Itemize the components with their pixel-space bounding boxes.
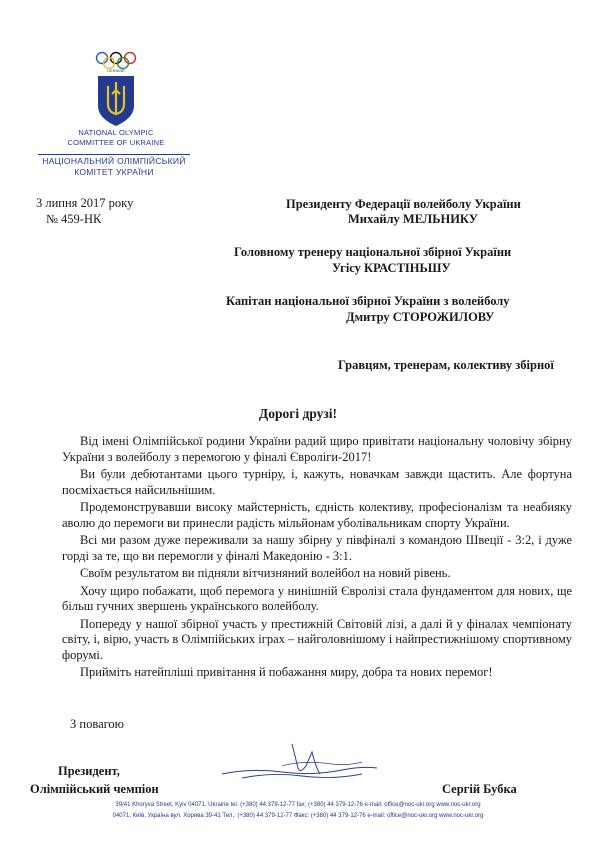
- paragraph-text: Хочу щиро побажати, щоб перемога у нинішній Євролізі стала фундаментом для нових, ще більш гучних звершень українського волейболу.: [62, 583, 572, 613]
- recipient-2-line1: Головному тренеру національної збірної України: [234, 245, 512, 259]
- letter-body: [62, 434, 572, 683]
- paragraph-text: Ви були дебютантами цього турніру, і, кажуть, новачкам завжди щастить. Але фортуна посміхається найсильнішим.: [62, 467, 572, 497]
- paragraph: [62, 665, 572, 681]
- signature-scribble: [212, 738, 382, 788]
- paragraph: [62, 584, 572, 615]
- org-name-uk-line1: НАЦІОНАЛЬНИЙ ОЛІМПІЙСЬКИЙ: [42, 156, 186, 166]
- letter-date: 3 липня 2017 року: [36, 196, 134, 210]
- org-name-uk-line2: КОМІТЕТ УКРАЇНИ: [74, 167, 154, 177]
- paragraph: [62, 617, 572, 664]
- paragraph-text: Продемонструвавши високу майстерність, єдність колективу, професіоналізм та неабияку аволю до перемоги ви принесли радість мільйонам уболівальникам спорту України.: [62, 500, 572, 530]
- paragraph: [62, 500, 572, 531]
- recipient-3-line1: Капітан національної збірної України з волейболу: [226, 294, 510, 308]
- letter-number: № 459-НК: [46, 212, 102, 226]
- recipient-1-line1: Президенту Федерації волейболу України: [286, 197, 521, 211]
- recipient-3-line2: Дмитру СТОРОЖИЛОВУ: [346, 310, 495, 324]
- org-name-en-line1: NATIONAL OLYMPIC: [78, 128, 154, 137]
- paragraph-text: Прийміть натейпліші привітання й побажання миру, добра та нових перемог!: [80, 665, 493, 679]
- paragraph-text: Попереду у нашої збірної участь у престижній Світовій лізі, а далі й у фіналах чемпіонату світу, і, вірю, участь в Олімпійських іграх – найголовнішому і найпрестижнішому спортивному форумі.: [62, 616, 572, 662]
- footer-address-uk: 04071, Київ, Україна вул. Хорива 39-41 Тел.: (+380) 44 379-12-77 Факс: (+380) 44 379-12-76 e-mail: office@noc-ukr.org www.noc-ukr.org: [112, 813, 484, 819]
- org-name-en-line2: COMMITTEE OF UKRAINE: [67, 138, 165, 147]
- paragraph-text: Своїм результатом ви підняли вітчизняний волейбол на новий рівень.: [80, 566, 451, 580]
- handwritten-signature: [212, 738, 382, 793]
- org-name-uk: [34, 154, 194, 178]
- recipient-1-line2: Михайлу МЕЛЬНИКУ: [348, 212, 478, 226]
- paragraph-text: Всі ми разом дуже переживали за нашу збірну у півфіналі з командою Швеції - 3:2, і дуже горді за те, що ви перемогли у фіналі Македонію - 3:1.: [62, 533, 572, 563]
- paragraph: [62, 467, 572, 498]
- paragraph: [62, 566, 572, 582]
- logo-caption: UKRAINE: [107, 68, 125, 73]
- closing: З повагою: [70, 717, 125, 731]
- org-name-en: [60, 128, 172, 148]
- paragraph-text: Від імені Олімпійської родини України радий щиро привітати національну чоловічу збірну України з волейболу з перемогою у фіналі Євроліги-2017!: [62, 434, 572, 464]
- paragraph: [62, 533, 572, 564]
- paragraph: [62, 434, 572, 465]
- divider: [38, 154, 190, 155]
- recipient-4-line1: Гравцям, тренерам, колективу збірної: [338, 358, 554, 372]
- olympic-rings-trident-emblem: [86, 50, 146, 128]
- noc-ukraine-logo: [86, 50, 146, 133]
- signatory-title-line2: Олімпійський чемпіон: [30, 782, 159, 796]
- footer-address-en: 39/41 Khoryva Street, Kyiv 04071, Ukraine tel. (+380) 44 379-12-77 fax: (+380) 44 379-12-76 e-mail: office@noc-ukr.org www.noc-ukr.org: [115, 802, 481, 808]
- salutation: Дорогі друзі!: [258, 406, 338, 421]
- recipient-2-line2: Угісу КРАСТІНЬШУ: [332, 261, 451, 275]
- signatory-name: Сергій Бубка: [442, 782, 517, 796]
- signatory-title-line1: Президент,: [58, 764, 120, 778]
